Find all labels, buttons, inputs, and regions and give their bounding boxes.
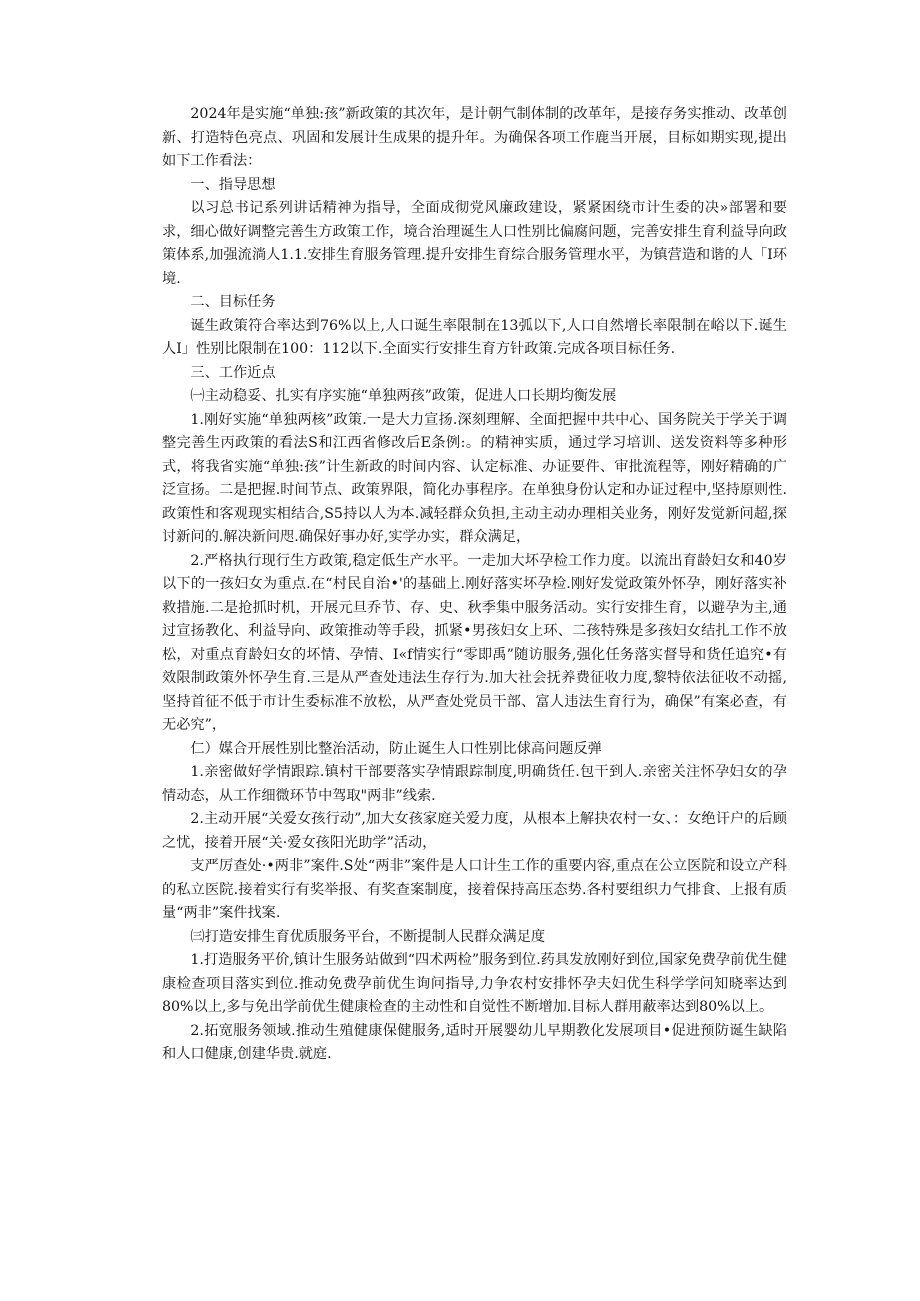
subsection-heading-2: 仁）媒合开展性别比整治活动，防止诞生人口性别比俅高问题反弹 (190, 740, 602, 757)
section-heading-work-points: 三、工作近点 (190, 364, 276, 381)
work-paragraph-3-2: 2.拓宽服务领域.推动生殖健康保健服务,适时开展婴幼儿早期教化发展项目•促进预防诞生缺陷和人口健康,创建华贵.就庭. (162, 1022, 787, 1062)
work-paragraph-2-2: 2.主动开展“关爱女孩行动”,加大女孩家庭关爱力度，从根本上解抉农村一女、：女绝讦户的后顾之忧，接着开展“关·爱女孩阳光助学”活动， (162, 811, 787, 851)
work-paragraph-2-3: 支严厉查处·•两非”案件.S处“两非”案件是人口计生工作的重要内容,重点在公立医院和设立产科的私立医院.接着实行有奖举报、有奖查案制度，接着保持高压态势.各村要组织力气排食、上报有质量“两非”案件找案. (162, 858, 787, 921)
intro-paragraph: 2024年是实施“单独:孩”新政策的其次年，是计朝气制体制的改革年，是接存务实推动、改革创新、打造特色亮点、巩固和发展计生成果的提升年。为确保各项工作鹿当开展，目标如期实现,提出如下工作看法： (162, 106, 787, 169)
subsection-heading-3: ㈢打造安排生育优质服务平台，不断提制人民群众满足度 (190, 928, 546, 945)
document-body (162, 103, 787, 1067)
work-paragraph-3-1: 1.打造服务平价,镇计生服务站做到“四术两检”服务到位.药具发放刚好到位,国家免费孕前优生健康检查项目落实到位.推动免费孕前优生询问指导,力争农村安排怀孕夫妇优生科学学问知晓率达到80%以上,多与免出学前优生健康检查的主动性和自觉性不断增加.目标人群用蔽率达到80%以上。 (162, 952, 787, 1015)
section-heading-guiding-thought: 一、指导思想 (190, 176, 276, 193)
section-heading-goals: 二、目标任务 (190, 294, 276, 310)
goals-paragraph: 诞生政策符合率达到76%以上,人口诞生率限制在13弧以下,人口自然增长率限制在峪以下.诞生人I」性别比限制在100：112以下.全面实行安排生育方针政策.完成各项目标任务. (162, 317, 787, 357)
subsection-heading-1: ㈠主动稳妥、扎实有序实施“单独两孩”政策，促进人口长期均衡发展 (190, 388, 617, 404)
guiding-thought-paragraph: 以习总书记系列讲话精神为指导，全面成彻党风廉政建设，紧紧困绕市计生委的决»部署和要求，细心做好调整完善生方政策工作，境合治理诞生人口性别比偏腐问题，完善安排生育利益导向政策体系,加强流淌人1.1.安排生育服务管理.提升安排生育综合服务管理水平，为镇营造和谐的人「I环境. (162, 200, 787, 287)
work-paragraph-1-2: 2.严格执行现行生方政策,稳定低生产水平。一走加大坏孕检工作力度。以流出育龄妇女和40岁以下的一孩妇女为重点.在“村民自治•'的基础上.刚好落实坏孕检.刚好发觉政策外怀孕，刚好落实补救措施.二是抢抓时机，开展元旦乔节、存、史、秋季集中服务活动。实行安排生育，以避孕为主,通过宣扬教化、利益导向、政策推动等手段，抓紧•男孩妇女上环、二孩特殊是多孩妇女结扎工作不放松，对重点育龄妇女的坏情、孕情、I«f情实行“零即禹”随访服务,强化任务落实督导和货任追究•有效限制政策外怀孕生育.三是从严查处违法生存行为.加大社会抚养费征收力度,黎特依法征收不动摇,坚持首征不低于市计生委标准不放松，从严查处党员干部、富人违法生育行为，确保”有案必查，有无必究”， (162, 552, 787, 733)
work-paragraph-1-1: 1.刚好实施“单独两核”政策.一是大力宣扬.深刻理解、全面把握中共中心、国务院关于学关于调整完善生丙政策的看法S和江西省修改后E条例:。的精神实质，通过学习培训、送发资料等多种形式，将我省实施“单独:孩”计生新政的时间内容、认定标准、办证要件、审批流程等，刚好精确的广泛宣扬。二是把握.时间节点、政策界限，简化办事程序。在单独身份认定和办证过程中,坚持原则性.政策性和客观现实相结合,S5持以人为本.减轻群众负担,主动主动办理相关业务，刚好发觉新问超,探讨新问的.解决新问咫.确保好事办好,实学办实，群众满足， (162, 411, 787, 545)
work-paragraph-2-1: 1.亲密做好学情跟踪.镇村干部要落实孕情跟踪制度,明确货任.包干到人.亲密关注怀孕妇女的孕情动态，从工作细微环节中驾取"两非”线索. (162, 764, 787, 804)
